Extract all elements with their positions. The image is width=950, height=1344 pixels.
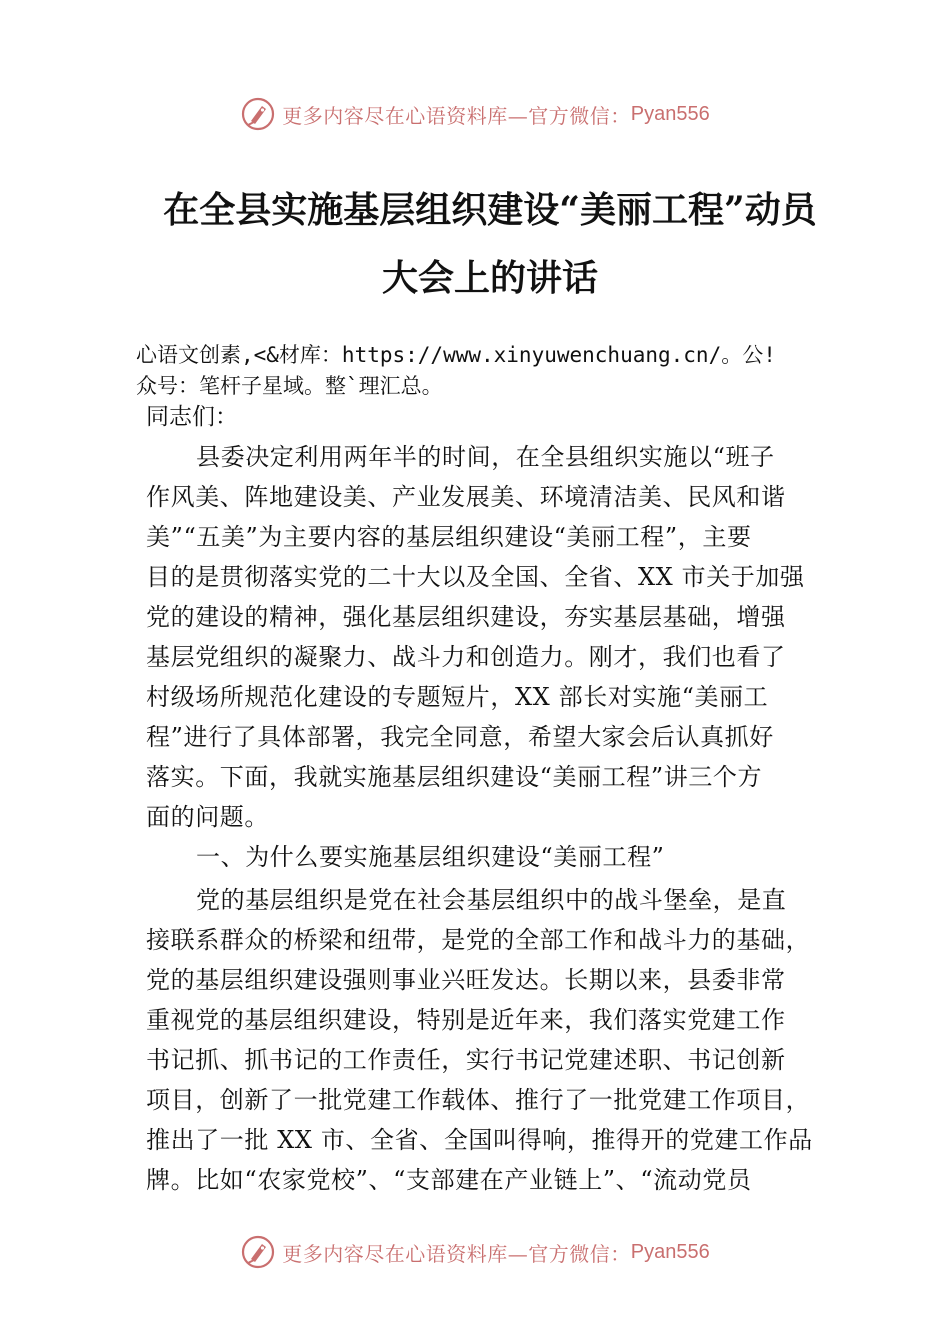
document-title-line-1: 在全县实施基层组织建设“美丽工程”动员 xyxy=(163,189,817,231)
document-title-line-2: 大会上的讲话 xyxy=(381,257,598,299)
body-line: 项目，创新了一批党建工作载体、推行了一批党建工作项目， xyxy=(146,1086,811,1114)
watermark-account: Pyan556 xyxy=(630,102,710,125)
body-line: 基层党组织的凝聚力、战斗力和创造力。刚才，我们也看了 xyxy=(146,643,786,671)
section-heading: 一、为什么要实施基层组织建设“美丽工程” xyxy=(196,843,665,871)
body-line: 村级场所规范化建设的专题短片，XX 部长对实施“美丽工 xyxy=(146,683,769,711)
body-line: 党的基层组织建设强则事业兴旺发达。长期以来，县委非常 xyxy=(146,966,786,994)
watermark-header xyxy=(0,94,950,134)
watermark-text: 更多内容尽在心语资料库—官方微信： xyxy=(282,103,631,128)
body-line: 党的基层组织是党在社会基层组织中的战斗堡垒，是直 xyxy=(196,886,787,914)
source-note-line-1: 心语文创素,<&材库：https://www.xinyuwenchuang.cn/。公! xyxy=(136,343,776,367)
watermark-footer xyxy=(0,1232,950,1272)
body-line: 面的问题。 xyxy=(146,803,269,831)
watermark-text: 更多内容尽在心语资料库—官方微信： xyxy=(282,1241,631,1266)
body-line: 程”进行了具体部署，我完全同意，希望大家会后认真抓好 xyxy=(146,723,774,751)
watermark-account: Pyan556 xyxy=(630,1240,710,1263)
body-line: 县委决定利用两年半的时间，在全县组织实施以“班子 xyxy=(196,443,775,471)
body-line: 书记抓、抓书记的工作责任，实行书记党建述职、书记创新 xyxy=(146,1046,786,1074)
pen-nib-logo-icon xyxy=(240,1234,276,1270)
salutation: 同志们： xyxy=(146,404,238,430)
body-line: 目的是贯彻落实党的二十大以及全国、全省、XX 市关于加强 xyxy=(146,563,805,591)
source-note xyxy=(136,340,836,402)
body-line: 美”“五美”为主要内容的基层组织建设“美丽工程”，主要 xyxy=(146,523,752,551)
body-line: 党的建设的精神，强化基层组织建设，夯实基层基础，增强 xyxy=(146,603,786,631)
body-line: 接联系群众的桥梁和纽带，是党的全部工作和战斗力的基础， xyxy=(146,926,811,954)
body-line: 重视党的基层组织建设，特别是近年来，我们落实党建工作 xyxy=(146,1006,786,1034)
body-line: 推出了一批 XX 市、全省、全国叫得响，推得开的党建工作品 xyxy=(146,1126,813,1154)
body-line: 作风美、阵地建设美、产业发展美、环境清洁美、民风和谐 xyxy=(146,483,786,511)
body-line: 落实。下面，我就实施基层组织建设“美丽工程”讲三个方 xyxy=(146,763,763,791)
body-line: 牌。比如“农家党校”、“支部建在产业链上”、“流动党员 xyxy=(146,1166,752,1194)
source-note-line-2: 众号：笔杆子星域。整`理汇总。 xyxy=(136,374,443,398)
pen-nib-logo-icon xyxy=(240,96,276,132)
